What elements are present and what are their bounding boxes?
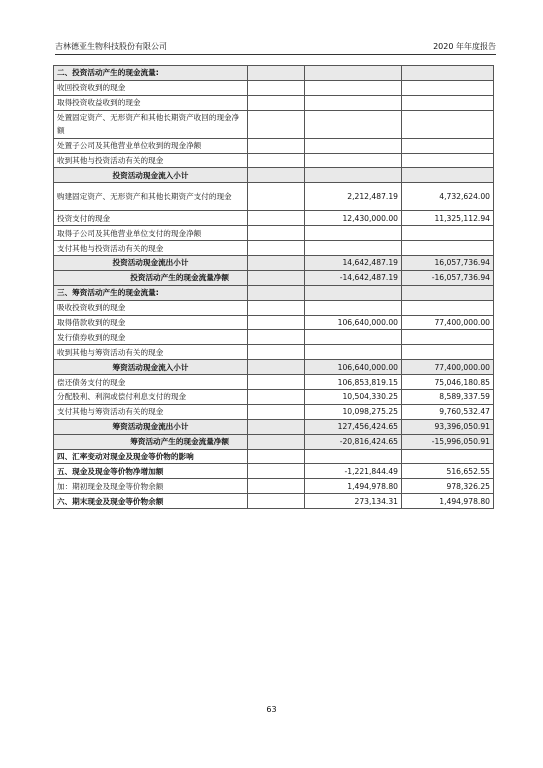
row-prior-year-value: 77,400,000.00: [402, 360, 494, 375]
row-note-cell: [248, 256, 305, 271]
row-item-label: 投资活动现金流出小计: [54, 256, 248, 271]
row-prior-year-value: [402, 241, 494, 256]
row-prior-year-value: [402, 300, 494, 315]
row-prior-year-value: 77,400,000.00: [402, 315, 494, 330]
row-current-year-value: 106,640,000.00: [305, 315, 402, 330]
row-note-cell: [248, 95, 305, 110]
table-row: [54, 138, 494, 153]
table-row: [54, 330, 494, 345]
row-current-year-value: [305, 80, 402, 95]
table-row: [54, 360, 494, 375]
row-prior-year-value: [402, 345, 494, 360]
row-item-label: 投资支付的现金: [54, 211, 248, 226]
table-row: [54, 345, 494, 360]
row-item-label: 二、投资活动产生的现金流量:: [54, 66, 248, 81]
row-item-label: 取得子公司及其他营业单位支付的现金净额: [54, 226, 248, 241]
table-row: [54, 315, 494, 330]
table-row: [54, 464, 494, 479]
table-row: [54, 168, 494, 183]
table-row: [54, 256, 494, 271]
row-current-year-value: 273,134.31: [305, 494, 402, 509]
row-note-cell: [248, 226, 305, 241]
row-current-year-value: 106,853,819.15: [305, 375, 402, 390]
table-row: [54, 390, 494, 405]
row-note-cell: [248, 404, 305, 419]
row-prior-year-value: 516,652.55: [402, 464, 494, 479]
row-prior-year-value: 9,760,532.47: [402, 404, 494, 419]
row-item-label: 筹资活动产生的现金流量净额: [54, 434, 248, 449]
row-prior-year-value: 16,057,736.94: [402, 256, 494, 271]
row-current-year-value: -20,816,424.65: [305, 434, 402, 449]
row-prior-year-value: [402, 449, 494, 464]
row-item-label: 购建固定资产、无形资产和其他长期资产支付的现金: [54, 183, 248, 211]
row-item-label: 三、筹资活动产生的现金流量:: [54, 285, 248, 300]
row-item-label: 处置子公司及其他营业单位收到的现金净额: [54, 138, 248, 153]
row-current-year-value: 12,430,000.00: [305, 211, 402, 226]
row-note-cell: [248, 360, 305, 375]
row-note-cell: [248, 285, 305, 300]
cash-flow-table: [53, 65, 494, 509]
row-item-label: 收回投资收到的现金: [54, 80, 248, 95]
row-current-year-value: -1,221,844.49: [305, 464, 402, 479]
row-item-label: 支付其他与筹资活动有关的现金: [54, 404, 248, 419]
row-item-label: 支付其他与投资活动有关的现金: [54, 241, 248, 256]
row-current-year-value: 10,504,330.25: [305, 390, 402, 405]
row-current-year-value: [305, 226, 402, 241]
cash-flow-table-body: [54, 66, 494, 509]
row-note-cell: [248, 390, 305, 405]
row-current-year-value: [305, 300, 402, 315]
row-item-label: 四、汇率变动对现金及现金等价物的影响: [54, 449, 248, 464]
row-current-year-value: 127,456,424.65: [305, 419, 402, 434]
row-item-label: 分配股利、利润或偿付利息支付的现金: [54, 390, 248, 405]
row-prior-year-value: [402, 330, 494, 345]
row-item-label: 收到其他与投资活动有关的现金: [54, 153, 248, 168]
row-item-label: 取得借款收到的现金: [54, 315, 248, 330]
row-item-label: 取得投资收益收到的现金: [54, 95, 248, 110]
row-note-cell: [248, 211, 305, 226]
row-prior-year-value: 4,732,624.00: [402, 183, 494, 211]
table-row: [54, 110, 494, 138]
row-current-year-value: 2,212,487.19: [305, 183, 402, 211]
row-item-label: 偿还债务支付的现金: [54, 375, 248, 390]
row-current-year-value: [305, 345, 402, 360]
row-note-cell: [248, 270, 305, 285]
row-note-cell: [248, 434, 305, 449]
row-prior-year-value: [402, 80, 494, 95]
table-row: [54, 285, 494, 300]
row-item-label: 发行债券收到的现金: [54, 330, 248, 345]
row-prior-year-value: 93,396,050.91: [402, 419, 494, 434]
row-note-cell: [248, 419, 305, 434]
page-header: [55, 40, 496, 55]
table-row: [54, 241, 494, 256]
table-row: [54, 479, 494, 494]
row-note-cell: [248, 375, 305, 390]
company-name: 吉林德亚生物科技股份有限公司: [55, 42, 167, 51]
row-current-year-value: [305, 449, 402, 464]
row-note-cell: [248, 345, 305, 360]
row-item-label: 收到其他与筹资活动有关的现金: [54, 345, 248, 360]
row-note-cell: [248, 330, 305, 345]
table-row: [54, 183, 494, 211]
row-prior-year-value: [402, 138, 494, 153]
table-row: [54, 300, 494, 315]
table-row: [54, 494, 494, 509]
row-note-cell: [248, 153, 305, 168]
row-note-cell: [248, 66, 305, 81]
table-row: [54, 66, 494, 81]
row-current-year-value: 10,098,275.25: [305, 404, 402, 419]
row-prior-year-value: 75,046,180.85: [402, 375, 494, 390]
table-row: [54, 270, 494, 285]
row-current-year-value: [305, 285, 402, 300]
report-title: 2020 年年度报告: [433, 42, 496, 51]
row-current-year-value: -14,642,487.19: [305, 270, 402, 285]
row-prior-year-value: [402, 153, 494, 168]
row-current-year-value: [305, 95, 402, 110]
row-current-year-value: [305, 66, 402, 81]
row-item-label: 吸收投资收到的现金: [54, 300, 248, 315]
row-current-year-value: [305, 153, 402, 168]
row-item-label: 投资活动产生的现金流量净额: [54, 270, 248, 285]
row-item-label: 六、期末现金及现金等价物余额: [54, 494, 248, 509]
row-note-cell: [248, 315, 305, 330]
row-prior-year-value: 1,494,978.80: [402, 494, 494, 509]
row-current-year-value: 1,494,978.80: [305, 479, 402, 494]
row-current-year-value: 106,640,000.00: [305, 360, 402, 375]
row-note-cell: [248, 168, 305, 183]
row-prior-year-value: [402, 226, 494, 241]
row-prior-year-value: [402, 95, 494, 110]
row-note-cell: [248, 449, 305, 464]
table-row: [54, 95, 494, 110]
table-row: [54, 211, 494, 226]
row-prior-year-value: -15,996,050.91: [402, 434, 494, 449]
row-note-cell: [248, 138, 305, 153]
table-row: [54, 153, 494, 168]
row-prior-year-value: [402, 110, 494, 138]
row-item-label: 筹资活动现金流入小计: [54, 360, 248, 375]
row-note-cell: [248, 464, 305, 479]
row-current-year-value: [305, 110, 402, 138]
row-prior-year-value: 8,589,337.59: [402, 390, 494, 405]
row-current-year-value: [305, 168, 402, 183]
row-item-label: 筹资活动现金流出小计: [54, 419, 248, 434]
row-note-cell: [248, 479, 305, 494]
row-note-cell: [248, 494, 305, 509]
row-prior-year-value: -16,057,736.94: [402, 270, 494, 285]
row-note-cell: [248, 110, 305, 138]
row-prior-year-value: [402, 168, 494, 183]
row-item-label: 五、现金及现金等价物净增加额: [54, 464, 248, 479]
row-note-cell: [248, 183, 305, 211]
row-current-year-value: 14,642,487.19: [305, 256, 402, 271]
row-item-label: 加：期初现金及现金等价物余额: [54, 479, 248, 494]
row-prior-year-value: [402, 66, 494, 81]
table-row: [54, 449, 494, 464]
page-number: 63: [266, 705, 277, 714]
row-note-cell: [248, 80, 305, 95]
table-row: [54, 404, 494, 419]
table-row: [54, 419, 494, 434]
row-item-label: 投资活动现金流入小计: [54, 168, 248, 183]
row-prior-year-value: [402, 285, 494, 300]
row-current-year-value: [305, 241, 402, 256]
row-current-year-value: [305, 138, 402, 153]
table-row: [54, 226, 494, 241]
row-item-label: 处置固定资产、无形资产和其他长期资产收回的现金净额: [54, 110, 248, 138]
row-note-cell: [248, 300, 305, 315]
row-prior-year-value: 978,326.25: [402, 479, 494, 494]
row-current-year-value: [305, 330, 402, 345]
row-prior-year-value: 11,325,112.94: [402, 211, 494, 226]
table-row: [54, 434, 494, 449]
table-row: [54, 375, 494, 390]
row-note-cell: [248, 241, 305, 256]
table-row: [54, 80, 494, 95]
